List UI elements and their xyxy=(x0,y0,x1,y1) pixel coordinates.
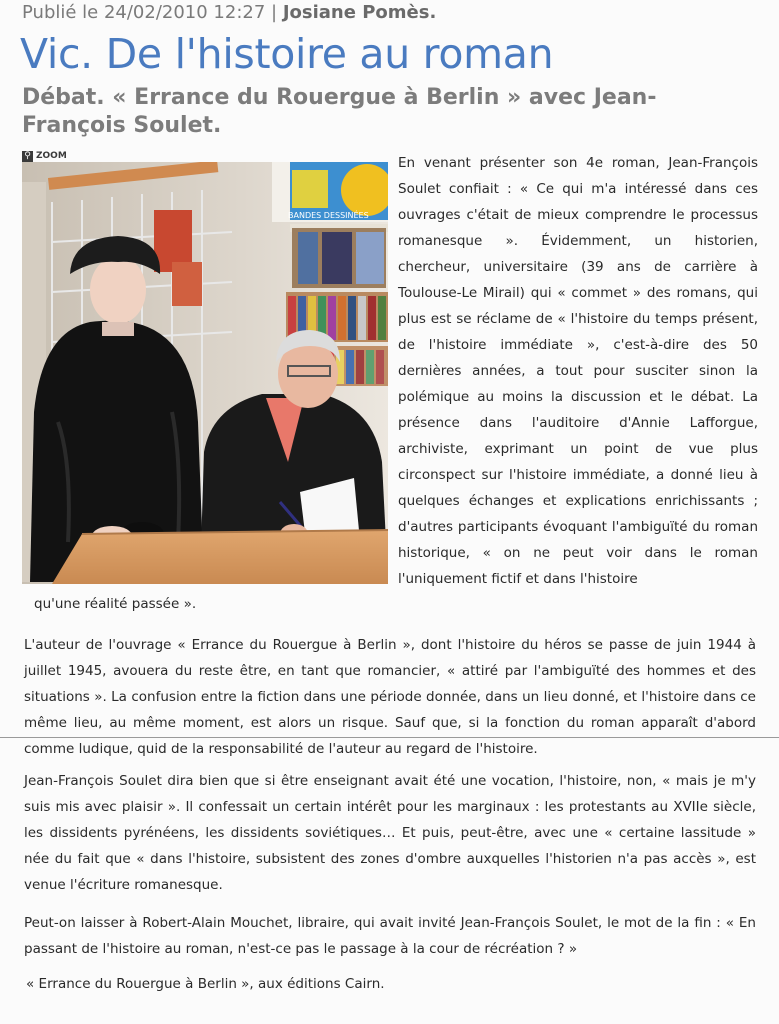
headline: Vic. De l'histoire au roman xyxy=(20,30,554,78)
zoom-link[interactable] xyxy=(22,150,67,162)
photo-signage: BANDES DESSINÉES xyxy=(288,211,369,220)
subhead: Débat. « Errance du Rouergue à Berlin » avec Jean-François Soulet. xyxy=(22,85,657,138)
published-date: Publié le 24/02/2010 12:27 | xyxy=(22,2,278,23)
article-photo[interactable] xyxy=(22,162,388,584)
book-reference: « Errance du Rouergue à Berlin », aux éditions Cairn. xyxy=(26,976,385,992)
byline xyxy=(22,2,436,23)
article-paragraph-3: Jean-François Soulet dira bien que si être enseignant avait été une vocation, l'histoire, non, « mais je m'y suis mis avec plaisir ». Il confessait un certain intérêt pour les marginaux : les protestants au XVIIe siècle, les dissidents pyrénéens, les dissidents soviétiques… Et puis, peut-être, avec une « certaine lassitude » née du fait que « dans l'histoire, subsistent des zones d'ombre auxquelles l'historien n'a pas accès », est venue l'écriture romanesque. xyxy=(24,773,756,893)
article-paragraph-1: En venant présenter son 4e roman, Jean-François Soulet confiait : « Ce qui m'a intéressé dans ces ouvrages c'était de mieux comprendre le processus romanesque ». Évidemment, un historien, chercheur, universitaire (39 ans de carrière à Toulouse-Le Mirail) qui « commet » des romans, qui plus est se réclame de « l'histoire du temps présent, de l'histoire immédiate », c'est-à-dire des 50 dernières années, a tout pour susciter sinon la polémique au moins la discussion et le débat. La présence dans l'auditoire d'Annie Lafforgue, archiviste, exprimant un point de vue plus circonspect sur l'histoire immédiate, a donné lieu à quelques échanges et explications enrichissants ; d'autres participants évoquant l'ambiguïté du roman historique, « on ne peut voir dans le roman l'uniquement fictif et dans l'histoire xyxy=(398,155,758,587)
article-paragraph-1-end: qu'une réalité passée ». xyxy=(34,596,197,612)
scan-fold-line xyxy=(0,737,779,738)
article-paragraph-2: L'auteur de l'ouvrage « Errance du Rouergue à Berlin », dont l'histoire du héros se passe de juin 1944 à juillet 1945, avouera du reste être, en tant que romancier, « attiré par l'ambiguïté des hommes et des situations ». La confusion entre la fiction dans une période donnée, dans un lieu donné, et l'histoire dans ce même lieu, au même moment, est alors un risque. Sauf que, si la fonction du roman apparaît d'abord comme ludique, quid de la responsabilité de l'auteur au regard de l'histoire. xyxy=(24,637,756,757)
author-name: Josiane Pomès. xyxy=(282,2,437,23)
article-paragraph-4: Peut-on laisser à Robert-Alain Mouchet, libraire, qui avait invité Jean-François Soulet, le mot de la fin : « En passant de l'histoire au roman, n'est-ce pas le passage à la cour de récréation ? » xyxy=(24,915,756,957)
photo-illustration xyxy=(22,162,388,584)
magnifier-icon: ⚲ xyxy=(22,151,33,162)
zoom-label: ZOOM xyxy=(36,151,67,161)
